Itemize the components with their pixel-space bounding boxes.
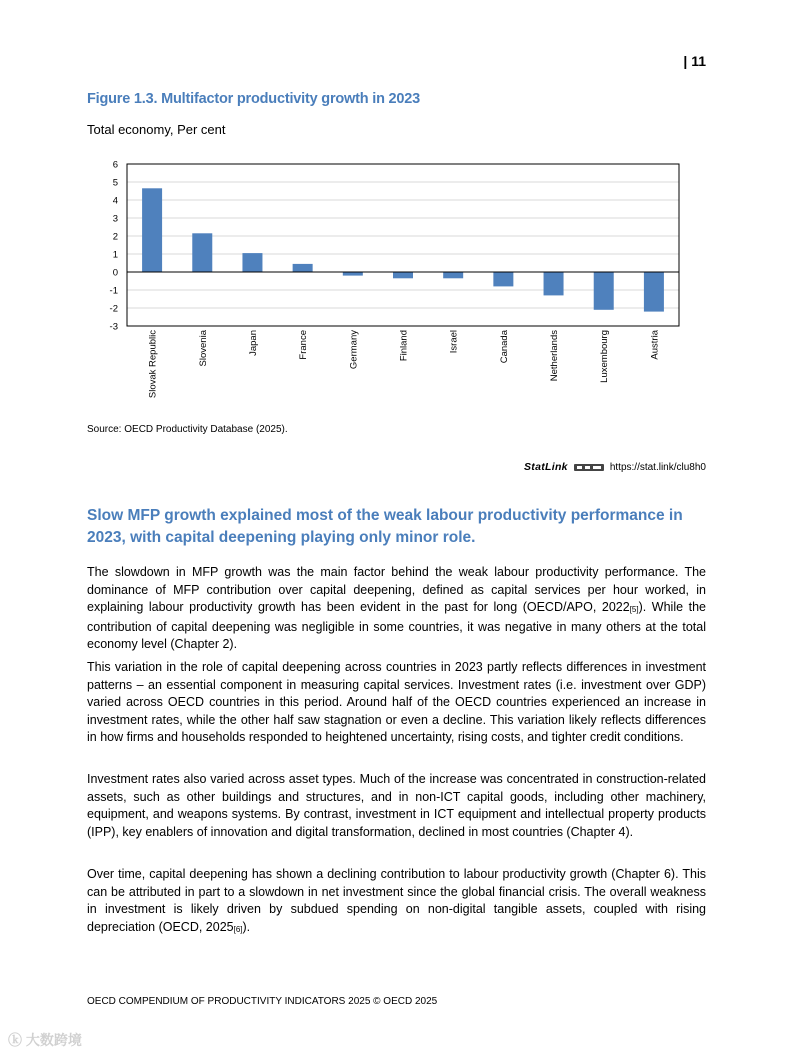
y-tick-label: -2	[109, 303, 118, 315]
bar-luxembourg	[594, 272, 614, 310]
bar-japan	[242, 253, 262, 272]
paragraph-4-text-a: Over time, capital deepening has shown a declining contribution to labour productivity growth (Chapter 6). This can be attributed in part to a slowdown in net investment since the global financial crisis. The overall weakness in investment is likely driven by subdued spending on non-digital tangible assets, coupled with rising depreciation (OECD, 2025	[87, 867, 706, 934]
y-tick-label: 4	[112, 195, 118, 207]
statlink-brand: StatLink	[524, 461, 568, 473]
bar-finland	[393, 272, 413, 278]
reference-5[interactable]: [5]	[629, 605, 639, 614]
x-tick-label: Slovenia	[197, 330, 209, 367]
x-tick-label: Slovak Republic	[147, 330, 159, 399]
x-tick-label: Netherlands	[549, 330, 561, 382]
x-tick-label: France	[298, 330, 310, 360]
figure-source: Source: OECD Productivity Database (2025).	[87, 424, 288, 435]
page-footer: OECD COMPENDIUM OF PRODUCTIVITY INDICATORS 2025 © OECD 2025	[87, 996, 438, 1007]
x-tick-label: Japan	[247, 330, 259, 356]
y-tick-label: -3	[109, 321, 118, 333]
x-tick-label: Canada	[498, 330, 510, 364]
figure-title: Figure 1.3. Multifactor productivity growth in 2023	[87, 91, 421, 107]
statlink-url[interactable]: https://stat.link/clu8h0	[609, 461, 706, 473]
bar-israel	[443, 272, 463, 278]
y-tick-label: -1	[109, 285, 118, 297]
paragraph-1	[87, 564, 706, 654]
page-number: | 11	[683, 53, 706, 69]
bar-france	[293, 264, 313, 272]
bar-netherlands	[544, 272, 564, 295]
x-tick-label: Luxembourg	[599, 330, 611, 383]
watermark: ⓚ 大数跨境	[8, 1032, 82, 1048]
y-tick-label: 2	[112, 231, 118, 243]
y-tick-label: 6	[112, 159, 118, 171]
paragraph-2: This variation in the role of capital deepening across countries in 2023 partly reflects differences in investment patterns – an essential component in measuring capital services. Investment rates (i.e. investment over GDP) varied across OECD countries in this period. Around half of the OECD countries experienced an increase in investment rates, while the other half saw stagnation or even a decline. This variation likely reflects differences in how firms and households responded to heightened uncertainty, rising costs, and tighter credit conditions.	[87, 660, 706, 744]
statlink-logo-icon	[574, 463, 604, 472]
y-tick-label: 5	[112, 177, 118, 189]
y-tick-label: 1	[112, 249, 118, 261]
x-tick-label: Israel	[448, 330, 460, 354]
paragraph-4	[87, 866, 706, 938]
mfp-bar-chart	[0, 150, 793, 420]
bar-canada	[493, 272, 513, 286]
statlink[interactable]	[524, 461, 706, 473]
x-tick-label: Germany	[348, 330, 360, 370]
y-tick-label: 0	[112, 267, 118, 279]
paragraph-4-text-b: ).	[242, 919, 251, 934]
y-tick-label: 3	[112, 213, 118, 225]
bar-germany	[343, 272, 363, 276]
paragraph-1-text-b: ). While the contribution of capital deepening was negligible in some countries, it was negative in many others at the total economy level (Chapter 2).	[87, 600, 706, 651]
section-heading: Slow MFP growth explained most of the weak labour productivity performance in 2023, with capital deepening playing only minor role.	[87, 507, 683, 546]
bar-slovak-republic	[142, 188, 162, 272]
paragraph-1-text-a: The slowdown in MFP growth was the main factor behind the weak labour productivity performance. The dominance of MFP contribution over capital deepening, defined as capital services per hour worked, in explaining labour productivity growth has been evident in the past for long (OECD/APO, 2022	[87, 565, 706, 614]
x-tick-label: Finland	[398, 330, 410, 362]
bar-slovenia	[192, 233, 212, 272]
paragraph-3: Investment rates also varied across asset types. Much of the increase was concentrated in construction-related assets, such as other buildings and structures, and in non-ICT capital goods, including other machinery, equipment, and weapons systems. By contrast, investment in ICT equipment and intellectual property products (IPP), key enablers of innovation and digital transformation, declined in most countries (Chapter 4).	[87, 772, 706, 839]
figure-subtitle: Total economy, Per cent	[87, 122, 226, 137]
x-tick-label: Austria	[649, 330, 661, 360]
reference-6[interactable]: [6]	[233, 924, 243, 934]
bar-austria	[644, 272, 664, 312]
